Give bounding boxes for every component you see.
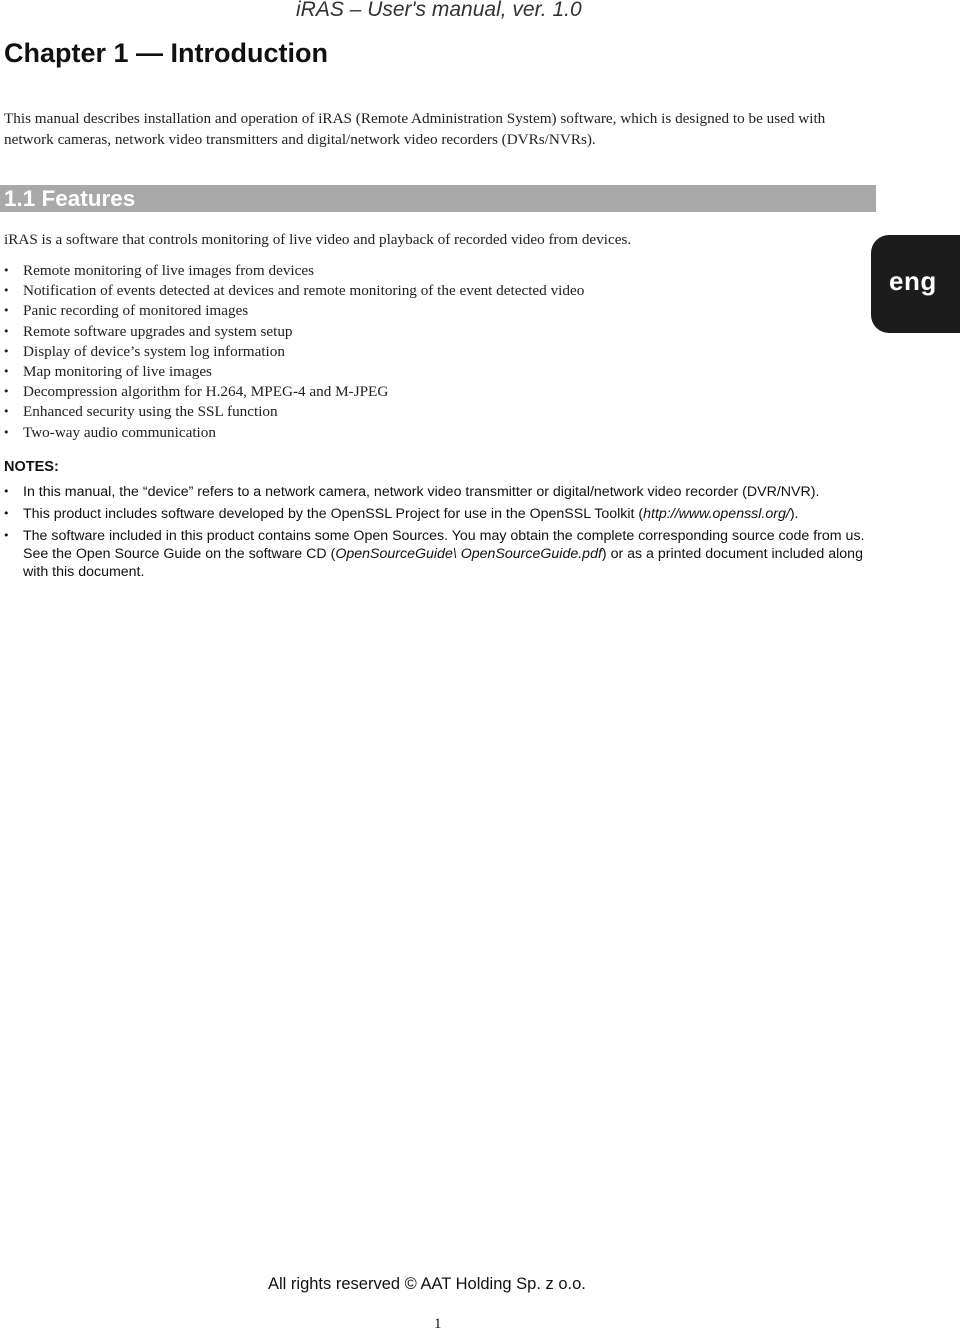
list-item: • Enhanced security using the SSL function	[0, 402, 584, 422]
bullet-icon: •	[3, 529, 10, 542]
list-item: • Remote software upgrades and system setup	[0, 322, 584, 342]
bullet-icon: •	[3, 485, 10, 498]
running-header: iRAS – User's manual, ver. 1.0	[296, 0, 582, 21]
page-number: 1	[434, 1316, 442, 1332]
bullet-icon: •	[3, 405, 10, 419]
note-item: • In this manual, the “device” refers to a network camera, network video transmitter or digital/network video recorder (DVR/NVR).	[3, 484, 820, 500]
notes-list	[0, 483, 880, 585]
bullet-icon: •	[3, 364, 10, 378]
open-source-guide-path: OpenSourceGuide\ OpenSourceGuide.pdf	[335, 546, 602, 562]
list-item: • Notification of events detected at devices and remote monitoring of the event detected video	[0, 281, 584, 301]
list-item: • Display of device’s system log information	[0, 342, 584, 362]
note-item: • This product includes software developed by the OpenSSL Project for use in the OpenSSL Toolkit (http://www.openssl.org/).	[3, 506, 799, 522]
bullet-icon: •	[3, 344, 10, 358]
term-device: device	[147, 484, 189, 500]
note-item: • The software included in this product contains some Open Sources. You may obtain the complete corresponding source code from us. See the Open Source Guide on the software CD (OpenSourceGuide\ OpenSourceGuide.pdf) or as a printed document included along with this document.	[3, 528, 865, 580]
footer-copyright: All rights reserved © AAT Holding Sp. z o.o.	[268, 1275, 586, 1293]
intro-paragraph: This manual describes installation and operation of iRAS (Remote Administration System) software, which is designed to be used with network cameras, network video transmitters and digital/network video recorders (DVRs/NVRs).	[4, 110, 826, 148]
chapter-title: Chapter 1 — Introduction	[4, 38, 328, 68]
list-item: • Remote monitoring of live images from devices	[0, 261, 584, 281]
list-item: • Map monitoring of live images	[0, 362, 584, 382]
features-intro: iRAS is a software that controls monitoring of live video and playback of recorded video from devices.	[4, 231, 632, 248]
language-tab-label: eng	[889, 266, 937, 296]
list-item: • Decompression algorithm for H.264, MPEG-4 and M-JPEG	[0, 382, 584, 402]
bullet-icon: •	[3, 507, 10, 520]
notes-heading: NOTES:	[4, 459, 59, 475]
list-item: • Panic recording of monitored images	[0, 301, 584, 321]
bullet-icon: •	[3, 425, 10, 439]
list-item: • Two-way audio communication	[0, 423, 584, 443]
bullet-icon: •	[3, 304, 10, 318]
bullet-icon: •	[3, 284, 10, 298]
section-heading-features: 1.1 Features	[4, 186, 136, 211]
bullet-icon: •	[3, 264, 10, 277]
bullet-icon: •	[3, 324, 10, 338]
openssl-link: http://www.openssl.org/	[643, 506, 790, 522]
bullet-icon: •	[3, 385, 10, 399]
features-list	[0, 261, 584, 443]
